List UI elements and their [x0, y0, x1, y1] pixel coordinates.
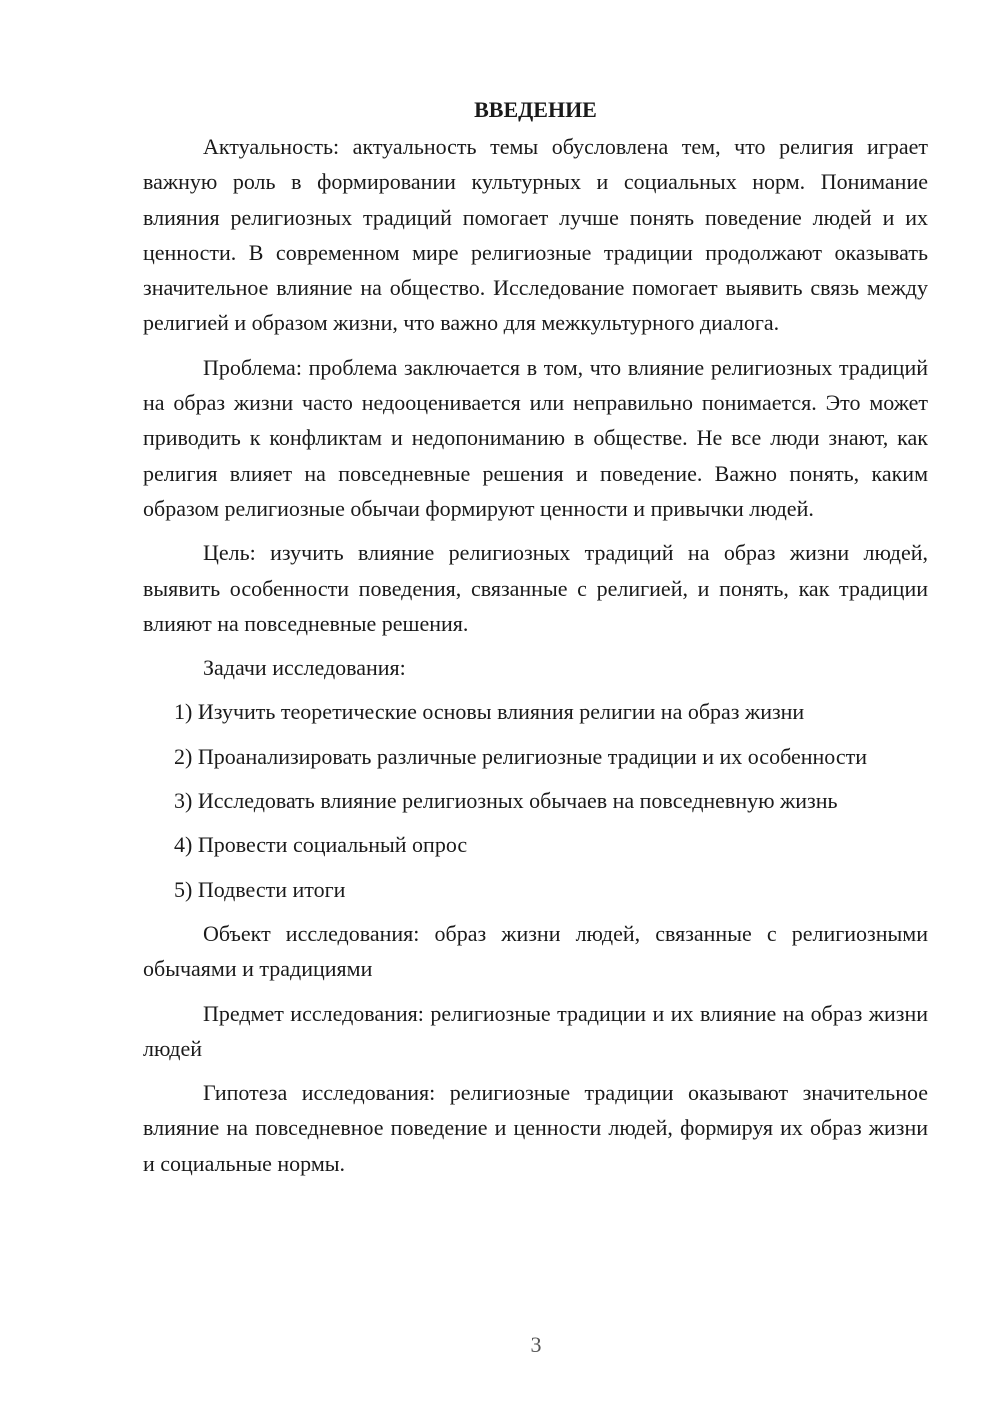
- task-item-4: 4) Провести социальный опрос: [174, 832, 468, 858]
- paragraph-subject: Предмет исследования: религиозные традиции и их влияние на образ жизни людей: [143, 1000, 928, 1061]
- paragraph-object: Объект исследования: образ жизни людей, связанные с религиозными обычаями и традициями: [143, 920, 928, 982]
- section-title: ВВЕДЕНИЕ: [474, 97, 597, 122]
- paragraph-goal: Цель: изучить влияние религиозных традиций на образ жизни людей, выявить особенности поведения, связанные с религией, и понять, как традиции влияют на повседневные решения.: [143, 540, 928, 636]
- page-number: 3: [530, 1332, 542, 1357]
- paragraph-relevance: Актуальность: актуальность темы обусловлена тем, что религия играет важную роль в формировании культурных и социальных норм. Понимание влияния религиозных традиций помогает лучше понять поведение людей и их ценности. В современном мире религиозные традиции продолжают оказывать значительное влияние на общество. Исследование помогает выявить связь между религией и образом жизни, что важно для межкультурного диалога.: [143, 134, 928, 336]
- paragraph-hypothesis: Гипотеза исследования: религиозные традиции оказывают значительное влияние на повседневное поведение и ценности людей, формируя их образ жизни и социальные нормы.: [143, 1080, 928, 1176]
- task-item-2: 2) Проанализировать различные религиозные традиции и их особенности: [174, 743, 867, 769]
- task-item-1: 1) Изучить теоретические основы влияния религии на образ жизни: [174, 699, 805, 725]
- document-page: [143, 92, 928, 1190]
- tasks-heading: Задачи исследования:: [203, 655, 406, 681]
- task-item-3: 3) Исследовать влияние религиозных обычаев на повседневную жизнь: [174, 788, 838, 814]
- paragraph-problem: Проблема: проблема заключается в том, что влияние религиозных традиций на образ жизни часто недооценивается или неправильно понимается. Это может приводить к конфликтам и недопониманию в обществе. Не все люди знают, как религия влияет на повседневные решения и поведение. Важно понять, каким образом религиозные обычаи формируют ценности и привычки людей.: [143, 354, 928, 521]
- task-item-5: 5) Подвести итоги: [174, 876, 346, 902]
